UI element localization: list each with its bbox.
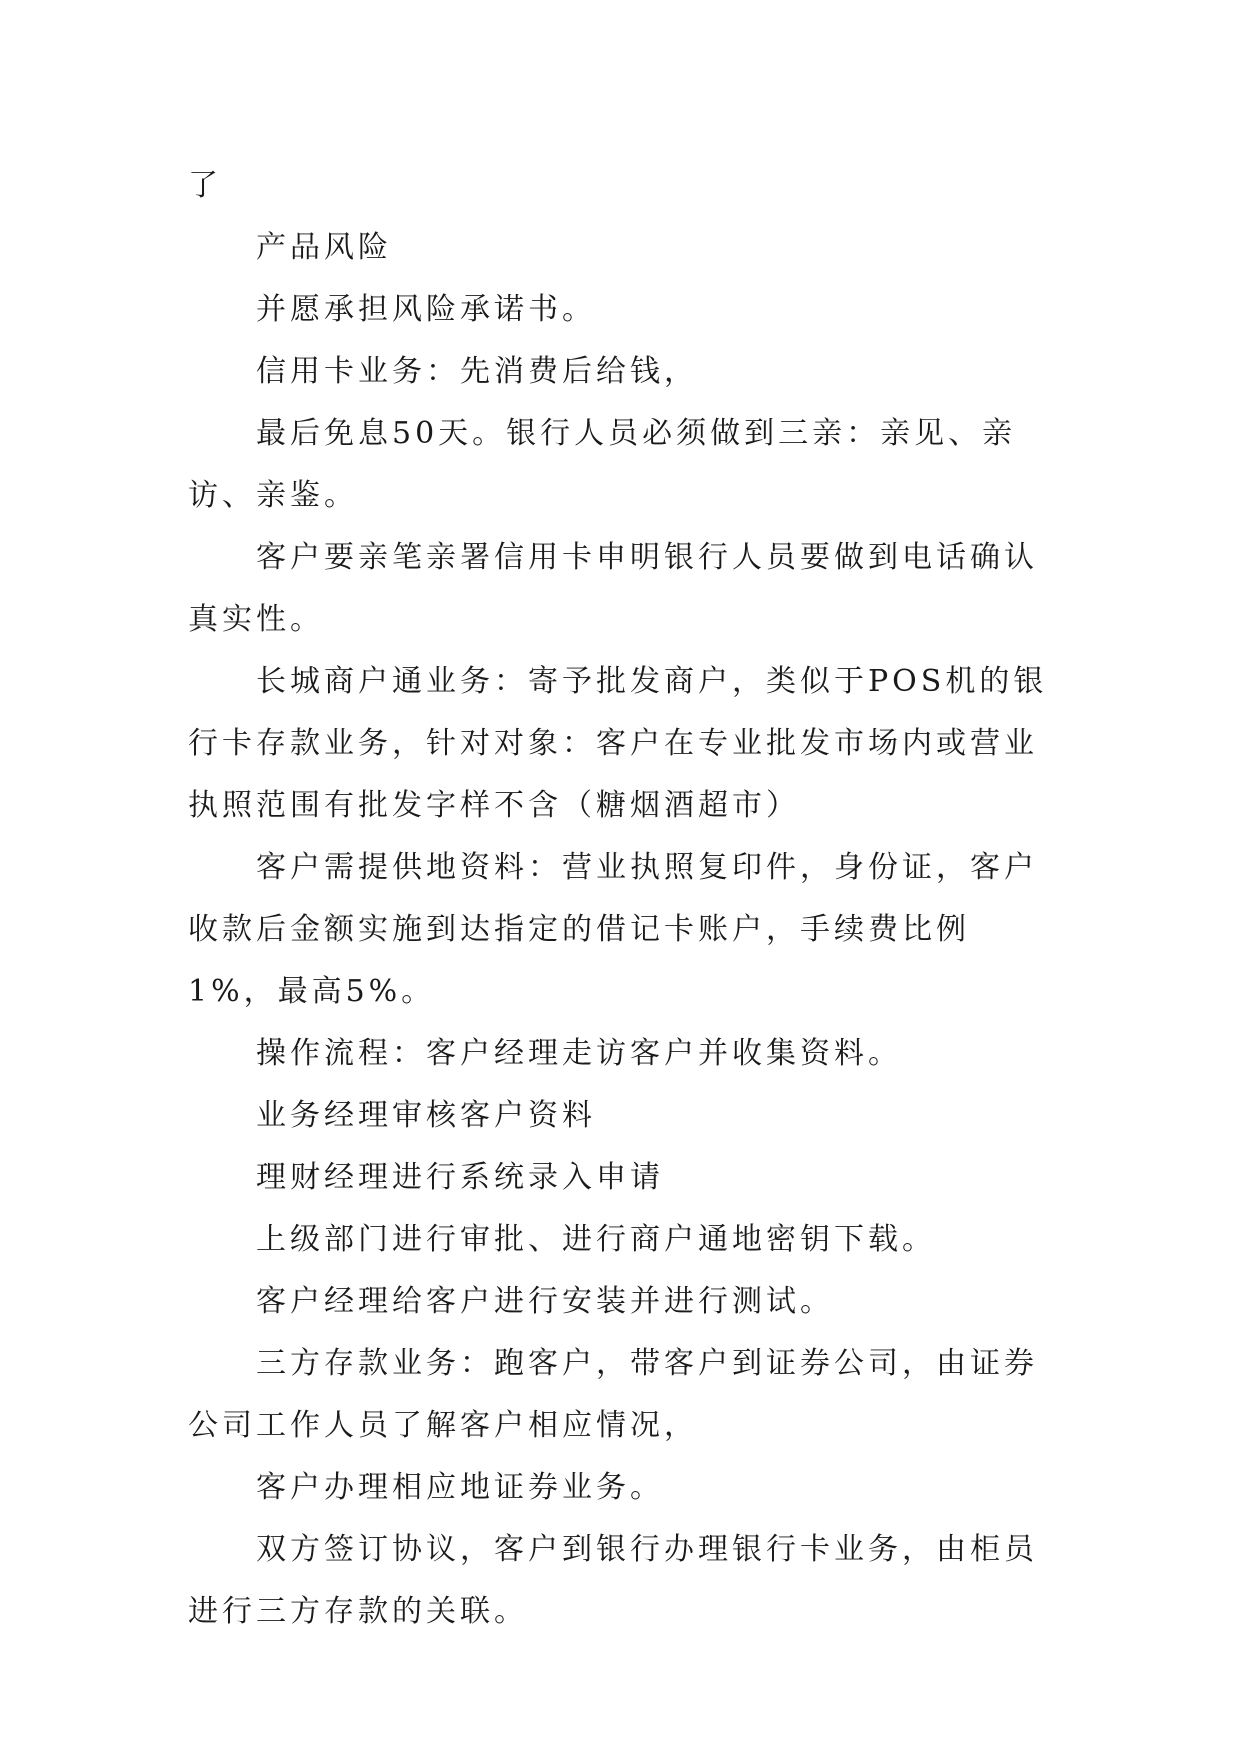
- paragraph-product-risk: 产品风险: [256, 230, 392, 265]
- paragraph-agreement: 双方签订协议，客户到银行办理银行卡业务，由柜员进行三方存款的关联。: [188, 1532, 1038, 1629]
- paragraph-interest-free: 最后免息50天。银行人员必须做到三亲：亲见、亲访、亲鉴。: [188, 416, 1017, 513]
- paragraph-signature: 客户要亲笔亲署信用卡申明银行人员要做到电话确认真实性。: [188, 540, 1038, 637]
- paragraph-continuation: 了: [188, 168, 222, 203]
- paragraph-merchant-service: 长城商户通业务：寄予批发商户，类似于POS机的银行卡存款业务，针对对象：客户在专业批发市场内或营业执照范围有批发字样不含（糖烟酒超市）: [188, 664, 1048, 823]
- paragraph-approval: 上级部门进行审批、进行商户通地密钥下载。: [256, 1222, 936, 1257]
- paragraph-process-start: 操作流程：客户经理走访客户并收集资料。: [256, 1036, 902, 1071]
- paragraph-installation: 客户经理给客户进行安装并进行测试。: [256, 1284, 834, 1319]
- document-body: [188, 155, 1048, 1643]
- paragraph-third-party-deposit: 三方存款业务：跑客户，带客户到证券公司，由证券公司工作人员了解客户相应情况，: [188, 1346, 1038, 1443]
- paragraph-securities: 客户办理相应地证券业务。: [256, 1470, 664, 1505]
- paragraph-system-entry: 理财经理进行系统录入申请: [256, 1160, 664, 1195]
- paragraph-credit-card: 信用卡业务：先消费后给钱，: [256, 354, 698, 389]
- paragraph-risk-commitment: 并愿承担风险承诺书。: [256, 292, 596, 327]
- paragraph-review: 业务经理审核客户资料: [256, 1098, 596, 1133]
- paragraph-required-materials: 客户需提供地资料：营业执照复印件，身份证，客户收款后金额实施到达指定的借记卡账户，手续费比例1%，最高5%。: [188, 850, 1038, 1009]
